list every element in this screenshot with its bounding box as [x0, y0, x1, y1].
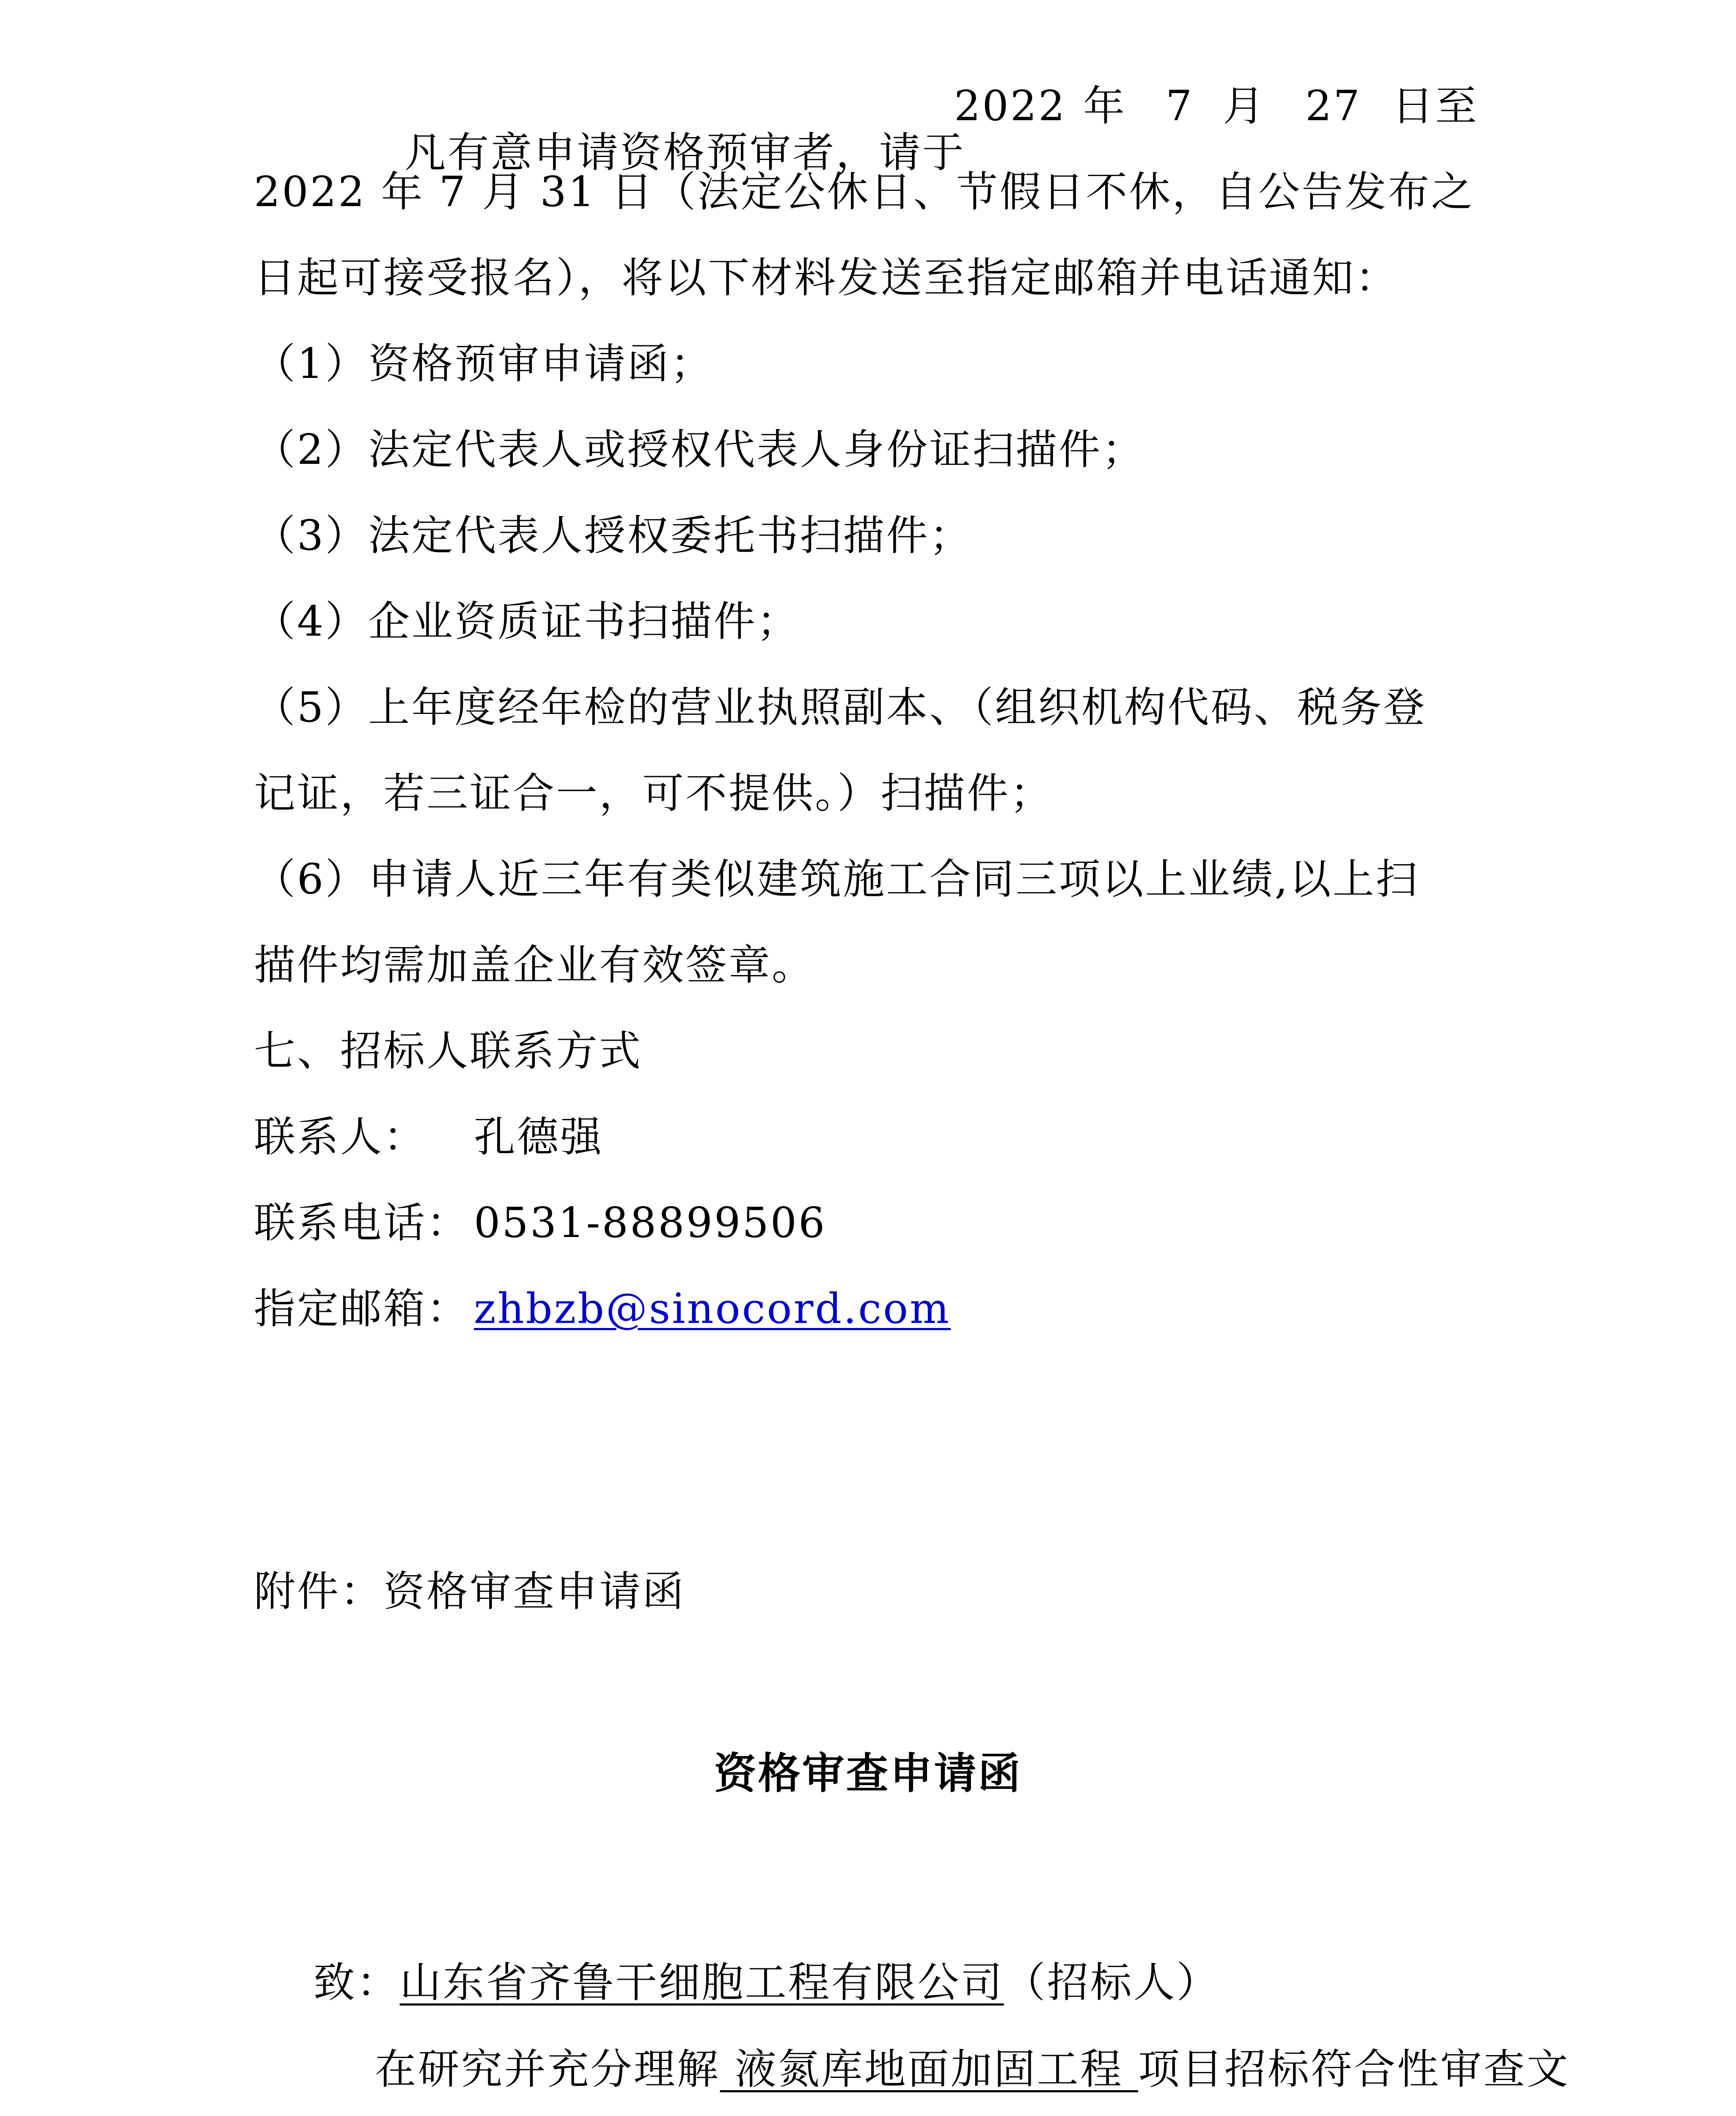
list-item: （4）企业资质证书扫描件；: [254, 598, 800, 646]
para1-line3: 日起可接受报名），将以下材料发送至指定邮箱并电话通知：: [254, 254, 1399, 302]
list-item: （2）法定代表人或授权代表人身份证扫描件；: [254, 426, 1145, 474]
list-item: （1）资格预审申请函；: [254, 340, 714, 388]
attachment-note: 附件：资格审查申请函: [254, 1568, 686, 1616]
body-project: 液氮库地面加固工程: [720, 2045, 1138, 2094]
letter-body-line1: [315, 2000, 1570, 2116]
to-suffix: （招标人）: [1004, 1959, 1220, 2007]
date-year: 2022: [954, 82, 1067, 130]
to-label: 致：: [313, 1959, 400, 2007]
date-day: 27: [1305, 82, 1362, 130]
section-heading: 七、招标人联系方式: [254, 1027, 643, 1075]
contact-person-label: 联系人：: [254, 1113, 427, 1161]
date-month-unit: 月: [1223, 82, 1266, 130]
list-item-continuation: 记证，若三证合一，可不提供。）扫描件；: [254, 769, 1054, 818]
contact-email-link[interactable]: zhbzb@sinocord.com: [474, 1285, 951, 1333]
contact-email-label: 指定邮箱：: [254, 1285, 470, 1333]
list-item: （3）法定代表人授权委托书扫描件；: [254, 512, 973, 560]
to-company: 山东省齐鲁干细胞工程有限公司: [399, 1959, 1004, 2007]
contact-phone-label: 联系电话：: [254, 1199, 470, 1247]
body-prefix: 在研究并充分理解: [374, 2045, 720, 2094]
para1-line2: 2022 年 7 月 31 日（法定公休日、节假日不休，自公告发布之: [254, 168, 1475, 216]
para1-prefix: 凡有意申请资格预审者，请于: [404, 129, 966, 177]
contact-phone-value: 0531-88899506: [474, 1199, 827, 1247]
list-item-continuation: 描件均需加盖企业有效签章。: [254, 941, 815, 989]
letter-title: 资格审查申请函: [714, 1748, 1022, 1798]
date-year-unit: 年: [1083, 82, 1127, 130]
list-item: （6）申请人近三年有类似建筑施工合同三项以上业绩,以上扫: [254, 855, 1419, 904]
date-month: 7: [1166, 82, 1194, 130]
list-item: （5）上年度经年检的营业执照副本、（组织机构代码、税务登: [254, 683, 1427, 732]
body-suffix: 项目招标符合性审查文: [1138, 2045, 1570, 2094]
contact-person-value: 孔德强: [474, 1113, 604, 1161]
date-day-unit: 日至: [1392, 82, 1479, 130]
